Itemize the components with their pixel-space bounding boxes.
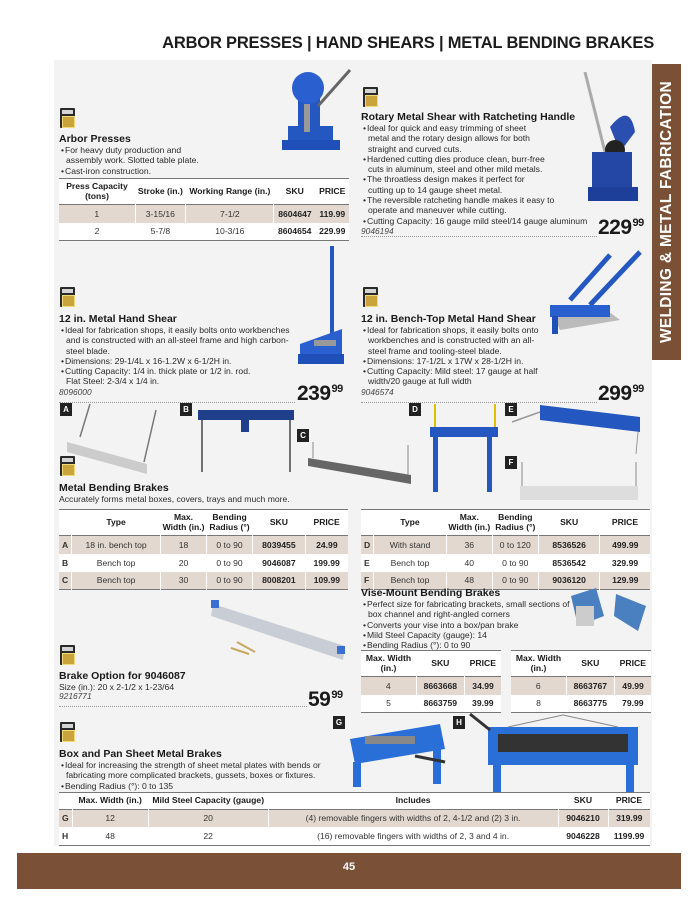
brand-logo-icon [60,722,75,742]
page-footer [17,853,681,889]
table-row: D With stand 36 0 to 120 8536526 499.99 [361,536,650,554]
table-row: 6 8663767 49.99 [511,677,651,695]
bench-top-shear-title: 12 in. Bench-Top Metal Hand Shear [361,313,536,325]
price: $59^{99}$ [308,688,343,711]
brake-option-size: Size (in.): 20 x 2-1/2 x 1-23/64 [59,682,175,692]
column-header: Working Range (in.) [186,179,274,205]
bullet: • Dimensions: 17-1/2L x 17W x 28-1/2H in. [361,356,546,366]
table-row: F Bench top 48 0 to 90 9036120 129.99 [361,572,650,590]
column-header: SKU [566,651,615,677]
brand-logo-icon [60,108,75,128]
bullet: • Perfect size for fabricating brackets, small sections of box channel and right-angled corners [361,599,576,620]
table-row: 5 8663759 39.99 [361,695,501,713]
table-row: H 48 22 (16) removable fingers with widths of 2, 3 and 4 in. 9046228 1199.99 [59,827,650,845]
column-header: Press Capacity (tons) [59,179,135,205]
image-label-f: F [505,456,517,469]
brake-f-image [518,460,640,502]
bullet: • Ideal for fabrication shops, it easily bolts onto workbenches and is constructed with an all-steel frame and high carbon-steel blade. [59,325,294,356]
vise-mount-table-right [511,650,651,713]
column-header: PRICE [600,510,650,536]
box-pan-brake-h-image [468,712,648,800]
price: $229^{99}$ [598,216,644,239]
vise-mount-table-left [361,650,501,713]
arbor-press-image [278,66,354,166]
brand-logo-icon [60,645,75,665]
bullet: • Ideal for increasing the strength of sheet metal plates with bends or fabricating more complicated brackets, gussets, boxes or fixtures. [59,760,339,781]
bullet: • Cutting Capacity: 1/4 in. thick plate or 1/2 in. rod. Flat Steel: 2-3/4 x 1/4 in. [59,366,294,387]
rotary-shear-title: Rotary Metal Shear with Ratcheting Handle [361,111,576,123]
column-header: Includes [268,793,558,810]
hand-shear-title: 12 in. Metal Hand Shear [59,313,177,325]
image-label-c: C [297,429,309,442]
bullet: • Ideal for quick and easy trimming of sheet metal and the rotary design allows for both straight and curved cuts. [361,123,601,154]
page-title: ARBOR PRESSES | HAND SHEARS | METAL BENDING BRAKES [162,34,654,52]
column-header: Bending Radius (°) [492,510,538,536]
column-header: Bending Radius (°) [207,510,253,536]
column-header: Max. Width (in.) [161,510,207,536]
bending-brakes-title: Metal Bending Brakes [59,482,169,494]
hand-shear-image [296,244,348,374]
sku: 8096000 [59,386,92,397]
sku: 9046194 [361,225,394,236]
table-row: 2 5-7/8 10-3/16 8604654 229.99 [59,223,349,241]
table-row: C Bench top 30 0 to 90 8008201 109.99 [59,572,348,590]
table-row: 4 8663668 34.99 [361,677,501,695]
bullet: • The reversible ratcheting handle makes it easy to operate and maneuver while cutting. [361,195,601,216]
column-header: Max. Width (in.) [72,793,148,810]
column-header: Max. Width (in.) [511,651,566,677]
image-label-b: B [180,403,192,416]
column-header: PRICE [305,510,348,536]
bending-brakes-table-left [59,509,348,590]
table-row: 1 3-15/16 7-1/2 8604647 119.99 [59,205,349,223]
price: $239^{99}$ [297,382,343,405]
bullet: • Hardened cutting dies produce clean, burr-free cuts in aluminum, steel and other mild metals. [361,154,601,175]
box-pan-brake-g-image [345,714,455,794]
column-header: Type [374,510,447,536]
brake-a-image [62,402,162,477]
table-row: E Bench top 40 0 to 90 8536542 329.99 [361,554,650,572]
table-row: B Bench top 20 0 to 90 9046087 199.99 [59,554,348,572]
bullet: • Dimensions: 29-1/4L x 16-1.2W x 6-1/2H in. [59,356,294,366]
bullet: • Cutting Capacity: Mild steel: 17 gauge at half width/20 gauge at full width [361,366,546,387]
sku: 9046574 [361,386,394,397]
column-header: Mild Steel Capacity (gauge) [148,793,268,810]
column-header: SKU [416,651,465,677]
bullet: • Ideal for fabrication shops, it easily bolts onto workbenches and is constructed with an all-steel frame and tooling-steel blade. [361,325,546,356]
brake-d-image [425,402,505,497]
column-header: Stroke (in.) [135,179,186,205]
image-label-d: D [409,403,421,416]
column-header: Type [72,510,161,536]
section-tab-label: WELDING & METAL FABRICATION [657,80,675,344]
bullet: • Bending Radius (°): 0 to 90 [361,640,581,650]
section-tab [652,64,681,360]
brake-e-image [510,402,645,457]
bullet: • Cutting Capacity: 16 gauge mild steel/14 gauge aluminum [361,216,631,226]
column-header: Max. Width (in.) [446,510,492,536]
brake-option-title: Brake Option for 9046087 [59,670,186,682]
brand-logo-icon [60,287,75,307]
page-number: 45 [342,861,356,873]
bullet: • Bending Radius (°): 0 to 135 [59,781,339,791]
bullet: • The throatless design makes it perfect for cutting up to 14 gauge sheet metal. [361,174,601,195]
column-header: SKU [538,510,600,536]
bending-brakes-table-right [361,509,650,590]
sku: 9216771 [59,691,92,702]
bullet: • For heavy duty production and assembly work. Slotted table plate. [59,145,219,166]
image-label-e: E [505,403,517,416]
column-header: SKU [253,510,306,536]
arbor-presses-title: Arbor Presses [59,133,131,145]
bullet: • Cast-iron construction. [59,166,219,176]
column-header: SKU [558,793,608,810]
vise-mount-title: Vise-Mount Bending Brakes [361,587,501,599]
image-label-h: H [453,716,465,729]
brake-b-image [196,402,296,477]
bending-brakes-subtitle: Accurately forms metal boxes, covers, trays and much more. [59,494,290,504]
column-header: SKU [274,179,315,205]
column-header: PRICE [465,651,501,677]
column-header: PRICE [615,651,651,677]
column-header: Max. Width (in.) [361,651,416,677]
price: $299^{99}$ [598,382,644,405]
column-header: PRICE [608,793,650,810]
column-header: PRICE [315,179,349,205]
table-row: G 12 20 (4) removable fingers with widths of 2, 4-1/2 and (2) 3 in. 9046210 319.99 [59,809,650,827]
image-label-a: A [60,403,72,416]
table-row: 8 8663775 79.99 [511,695,651,713]
bullet: • Converts your vise into a box/pan brake [361,620,581,630]
brake-c-image [303,440,413,488]
brake-option-image [205,598,350,668]
brand-logo-icon [363,87,378,107]
table-row: A 18 in. bench top 18 0 to 90 8039455 24.99 [59,536,348,554]
box-pan-title: Box and Pan Sheet Metal Brakes [59,748,222,760]
brand-logo-icon [60,456,75,476]
bullet: • Mild Steel Capacity (gauge): 14 [361,630,581,640]
brand-logo-icon [363,287,378,307]
image-label-g: G [333,716,345,729]
arbor-presses-table [59,178,349,241]
box-pan-table [59,792,650,846]
